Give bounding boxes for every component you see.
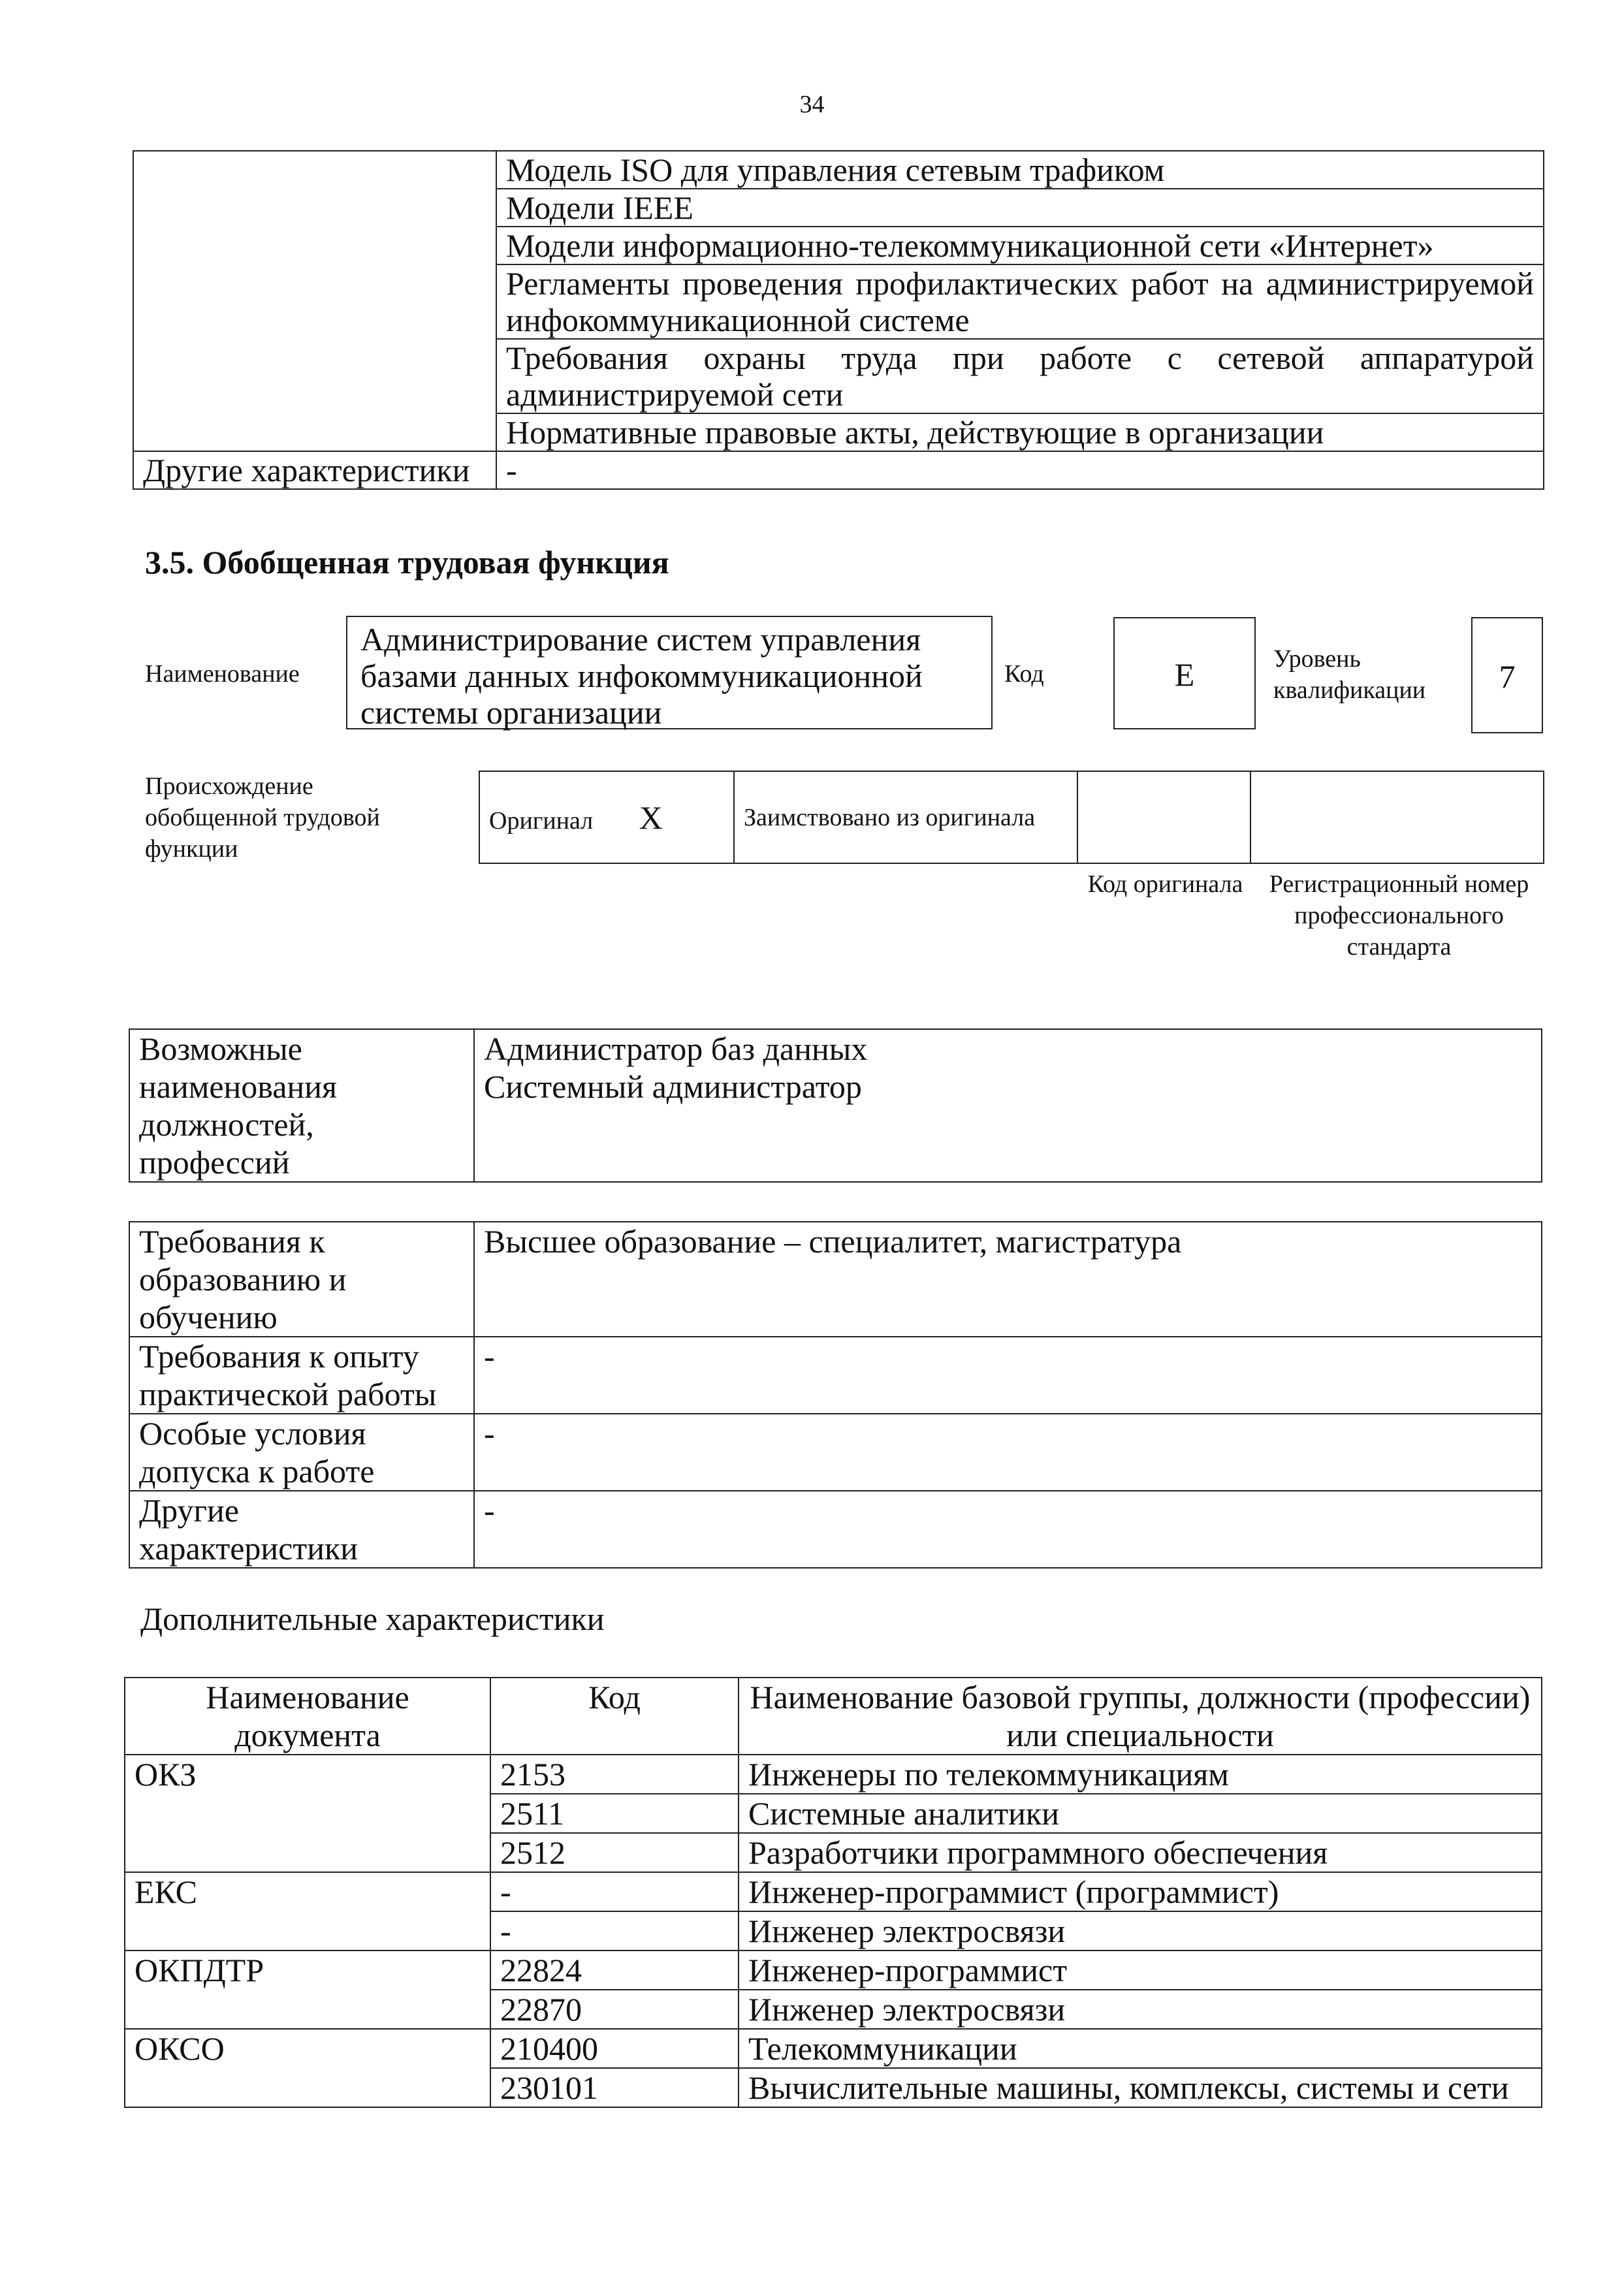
registration-number-caption: Регистрационный номер профессионального стандарта	[1269, 870, 1529, 961]
table-row	[125, 1872, 1542, 1911]
code-cell: 230101	[490, 2068, 739, 2107]
borrowed-cell: Заимствовано из оригинала	[734, 771, 1077, 863]
requirement-label: Требования к образованию и обучению	[129, 1222, 474, 1337]
original-cell	[479, 771, 734, 863]
table-header-row	[125, 1678, 1542, 1755]
requirement-value: -	[474, 1337, 1542, 1414]
additional-title: Дополнительные характеристики	[140, 1601, 605, 1637]
knowledge-table	[133, 150, 1544, 490]
name-cell: Инженер электросвязи	[739, 1911, 1542, 1951]
level-box: 7	[1471, 617, 1543, 733]
table-row	[129, 1029, 1542, 1182]
table-row	[125, 1755, 1542, 1794]
header-code: Код	[490, 1678, 739, 1755]
name-cell: Вычислительные машины, комплексы, системы и сети	[739, 2068, 1542, 2107]
doc-cell: ОКЗ	[125, 1755, 490, 1872]
header-document: Наименование документа	[125, 1678, 490, 1755]
positions-table	[129, 1028, 1542, 1183]
name-cell: Инженер-программист	[739, 1951, 1542, 1990]
code-label: Код	[1004, 660, 1044, 688]
position-item: Администратор баз данных	[484, 1030, 868, 1067]
name-cell: Инженер электросвязи	[739, 1990, 1542, 2029]
origin-table	[479, 771, 1544, 864]
original-label: Оригинал	[489, 806, 594, 835]
table-row	[133, 451, 1544, 489]
code-cell: 2511	[490, 1794, 739, 1833]
requirement-label: Другие характеристики	[129, 1491, 474, 1568]
table-row	[129, 1491, 1542, 1568]
function-name: Администрирование систем управления базами данных инфокоммуникационной системы организации	[360, 621, 923, 731]
table-row	[129, 1414, 1542, 1491]
original-code-cell	[1077, 771, 1250, 863]
table-cell: Регламенты проведения профилактических работ на администрируемой инфокоммуникационной системе	[496, 264, 1544, 339]
requirements-table	[129, 1221, 1542, 1569]
header-name: Наименование базовой группы, должности (профессии) или специальности	[739, 1678, 1542, 1755]
positions-values	[474, 1029, 1542, 1182]
requirement-value: Высшее образование – специалитет, магистратура	[474, 1222, 1542, 1337]
table-cell: Модели IEEE	[496, 189, 1544, 227]
original-mark: X	[639, 799, 663, 836]
section-title: 3.5. Обобщенная трудовая функция	[145, 544, 669, 581]
table-row	[479, 771, 1544, 863]
name-cell: Разработчики программного обеспечения	[739, 1833, 1542, 1872]
registration-number-cell	[1250, 771, 1544, 863]
table-cell: Модель ISO для управления сетевым трафиком	[496, 151, 1544, 189]
table-row	[129, 1337, 1542, 1414]
doc-cell: ЕКС	[125, 1872, 490, 1951]
table-cell: Нормативные правовые акты, действующие в организации	[496, 413, 1544, 451]
name-cell: Инженеры по телекоммуникациям	[739, 1755, 1542, 1794]
code-cell: -	[490, 1911, 739, 1951]
code-cell: 22824	[490, 1951, 739, 1990]
level-label: Уровень квалификации	[1273, 645, 1426, 704]
code-cell: -	[490, 1872, 739, 1911]
name-cell: Телекоммуникации	[739, 2029, 1542, 2068]
code-box: E	[1113, 617, 1256, 729]
other-characteristics-label: Другие характеристики	[133, 451, 496, 489]
requirement-label: Требования к опыту практической работы	[129, 1337, 474, 1414]
other-characteristics-value: -	[496, 451, 1544, 489]
name-cell: Системные аналитики	[739, 1794, 1542, 1833]
page-number: 34	[799, 91, 825, 118]
requirement-value: -	[474, 1414, 1542, 1491]
table-cell: Модели информационно-телекоммуникационной сети «Интернет»	[496, 227, 1544, 264]
positions-label: Возможные наименования должностей, профессий	[129, 1029, 474, 1182]
additional-table	[124, 1677, 1542, 2108]
code-cell: 2153	[490, 1755, 739, 1794]
doc-cell: ОКПДТР	[125, 1951, 490, 2029]
code-cell: 22870	[490, 1990, 739, 2029]
table-row	[125, 2029, 1542, 2068]
function-name-box	[346, 616, 993, 729]
name-label: Наименование	[145, 660, 300, 688]
table-row	[125, 1951, 1542, 1990]
doc-cell: ОКСО	[125, 2029, 490, 2107]
original-code-caption: Код оригинала	[1087, 870, 1243, 898]
table-row	[133, 151, 1544, 189]
requirement-value: -	[474, 1491, 1542, 1568]
requirement-label: Особые условия допуска к работе	[129, 1414, 474, 1491]
code-cell: 210400	[490, 2029, 739, 2068]
name-cell: Инженер-программист (программист)	[739, 1872, 1542, 1911]
empty-label-cell	[133, 151, 496, 451]
table-cell: Требования охраны труда при работе с сетевой аппаратурой администрируемой сети	[496, 339, 1544, 413]
origin-label: Происхождение обобщенной трудовой функции	[145, 773, 380, 863]
table-row	[129, 1222, 1542, 1337]
position-item: Системный администратор	[484, 1068, 862, 1105]
code-cell: 2512	[490, 1833, 739, 1872]
